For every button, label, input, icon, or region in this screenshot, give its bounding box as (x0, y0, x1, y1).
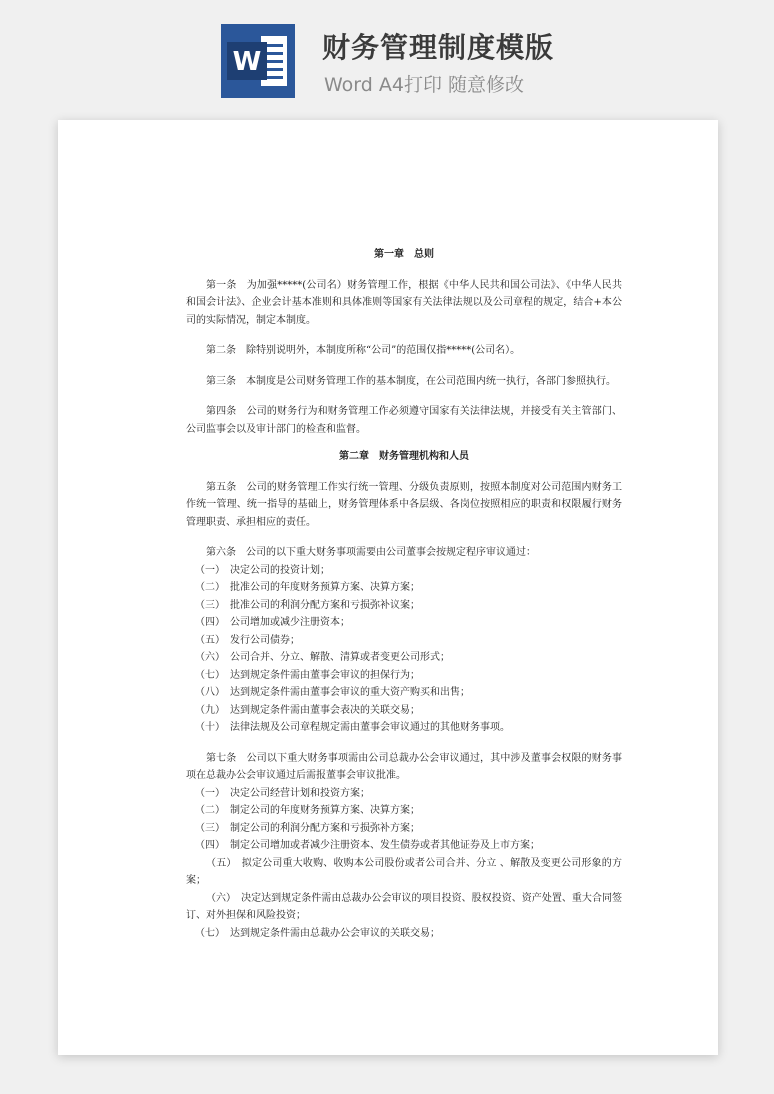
logo-letter: W (232, 47, 262, 77)
document-body (186, 246, 622, 942)
word-logo-icon (221, 24, 295, 98)
list-item: （五） 拟定公司重大收购、收购本公司股份或者公司合并、分立 、解散及变更公司形象的方案； (186, 857, 622, 886)
header-banner (0, 0, 774, 110)
list-item: （九） 达到规定条件需由董事会表决的关联交易； (195, 704, 420, 716)
list-item: （三） 批准公司的利润分配方案和亏损弥补议案； (195, 599, 420, 611)
article-5: 第五条 公司的财务管理工作实行统一管理、分级负责原则，按照本制度对公司范围内财务工作统一管理、统一指导的基础上，财务管理体系中各层级、各岗位按照相应的职责和权限履行财务管理职责、承担相应的责任。 (186, 481, 622, 528)
list-item: （二） 制定公司的年度财务预算方案、决算方案； (195, 805, 420, 816)
chapter-2-heading: 第二章 财务管理机构和人员 (339, 451, 469, 462)
article-7: 第七条 公司以下重大财务事项需由公司总裁办公会审议通过，其中涉及董事会权限的财务事项在总裁办公会审议通过后需报董事会审议批准。 (186, 752, 622, 781)
banner-title: 财务管理制度模版 (322, 31, 555, 64)
list-item: （二） 批准公司的年度财务预算方案、决算方案； (195, 582, 420, 593)
list-item: （七） 达到规定条件需由总裁办公会审议的关联交易； (195, 927, 440, 939)
list-item: （六） 公司合并、分立、解散、清算或者变更公司形式； (195, 652, 450, 663)
article-1: 第一条 为加强*****(公司名）财务管理工作，根据《中华人民共和国公司法》、《中华人民共和国会计法》、企业会计基本准则和具体准则等国家有关法律法规以及公司章程的规定，结合+本公司的实际情况，制定本制度。 (186, 279, 622, 326)
list-item: （一） 决定公司经营计划和投资方案； (195, 787, 370, 799)
list-item: （四） 公司增加或减少注册资本； (195, 617, 350, 628)
list-item: （十） 法律法规及公司章程规定需由董事会审议通过的其他财务事项。 (195, 722, 510, 733)
list-item: （七） 达到规定条件需由董事会审议的担保行为； (195, 669, 420, 681)
list-item: （八） 达到规定条件需由董事会审议的重大资产购买和出售； (195, 687, 470, 698)
list-item: （一） 决定公司的投资计划； (195, 564, 330, 576)
list-item: （六） 决定达到规定条件需由总裁办公会审议的项目投资、股权投资、资产处置、重大合同签订、对外担保和风险投资； (186, 892, 622, 921)
banner-subtitle: Word A4打印 随意修改 (324, 74, 525, 96)
chapter-1-heading: 第一章 总则 (374, 249, 434, 260)
article-6: 第六条 公司的以下重大财务事项需要由公司董事会按规定程序审议通过： (206, 547, 536, 558)
article-4: 第四条 公司的财务行为和财务管理工作必须遵守国家有关法律法规，并接受有关主管部门、公司监事会以及审计部门的检查和监督。 (186, 406, 622, 435)
article-2: 第二条 除特别说明外，本制度所称“公司”的范围仅指*****(公司名）。 (206, 345, 521, 356)
list-item: （四） 制定公司增加或者减少注册资本、发生债券或者其他证券及上市方案； (195, 840, 540, 851)
list-item: （五） 发行公司债券； (195, 634, 300, 646)
list-item: （三） 制定公司的利润分配方案和亏损弥补方案； (195, 822, 420, 834)
document-page (58, 120, 718, 1055)
article-3: 第三条 本制度是公司财务管理工作的基本制度，在公司范围内统一执行，各部门参照执行。 (206, 375, 616, 387)
